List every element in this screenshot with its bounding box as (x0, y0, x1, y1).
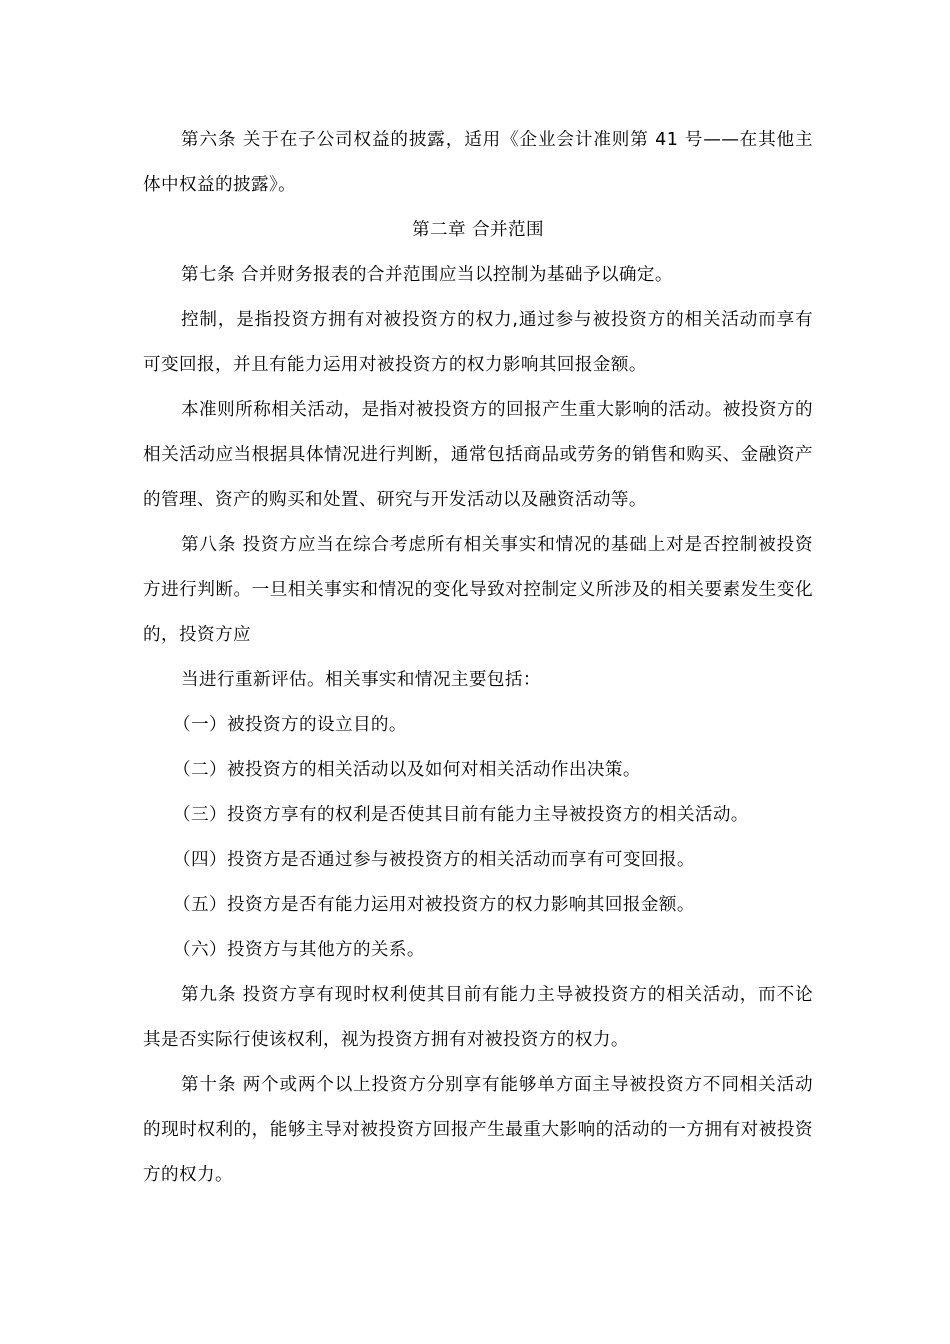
article-6-paragraph: 第六条 关于在子公司权益的披露，适用《企业会计准则第 41 号——在其他主体中权益的披露》。 (143, 130, 813, 195)
list-item: （四）投资方是否通过参与被投资方的相关活动而享有可变回报。 (173, 850, 695, 870)
list-item: （二）被投资方的相关活动以及如何对相关活动作出决策。 (173, 760, 641, 780)
article-8-paragraph: 第八条 投资方应当在综合考虑所有相关事实和情况的基础上对是否控制被投资方进行判断。一旦相关事实和情况的变化导致对控制定义所涉及的相关要素发生变化的，投资方应 (143, 535, 813, 645)
article-9-paragraph: 第九条 投资方享有现时权利使其目前有能力主导被投资方的相关活动，而不论其是否实际行使该权利，视为投资方拥有对被投资方的权力。 (143, 985, 813, 1050)
article-7-paragraph: 第七条 合并财务报表的合并范围应当以控制为基础予以确定。 (181, 265, 673, 285)
article-10-paragraph: 第十条 两个或两个以上投资方分别享有能够单方面主导被投资方不同相关活动的现时权利的，能够主导对被投资方回报产生最重大影响的活动的一方拥有对被投资方的权力。 (143, 1075, 813, 1185)
list-item: （五）投资方是否有能力运用对被投资方的权力影响其回报金额。 (173, 895, 695, 915)
list-item: （一）被投资方的设立目的。 (173, 715, 407, 735)
list-item: （六）投资方与其他方的关系。 (173, 940, 425, 960)
relevant-activities-paragraph: 本准则所称相关活动，是指对被投资方的回报产生重大影响的活动。被投资方的相关活动应当根据具体情况进行判断，通常包括商品或劳务的销售和购买、金融资产的管理、资产的购买和处置、研究与开发活动以及融资活动等。 (143, 400, 813, 510)
chapter-2-heading: 第二章 合并范围 (412, 220, 544, 240)
reassessment-paragraph: 当进行重新评估。相关事实和情况主要包括： (181, 670, 541, 690)
document-page (143, 118, 813, 1198)
control-definition-paragraph: 控制，是指投资方拥有对被投资方的权力,通过参与被投资方的相关活动而享有可变回报，并且有能力运用对被投资方的权力影响其回报金额。 (143, 310, 813, 375)
list-item: （三）投资方享有的权利是否使其目前有能力主导被投资方的相关活动。 (173, 805, 749, 825)
